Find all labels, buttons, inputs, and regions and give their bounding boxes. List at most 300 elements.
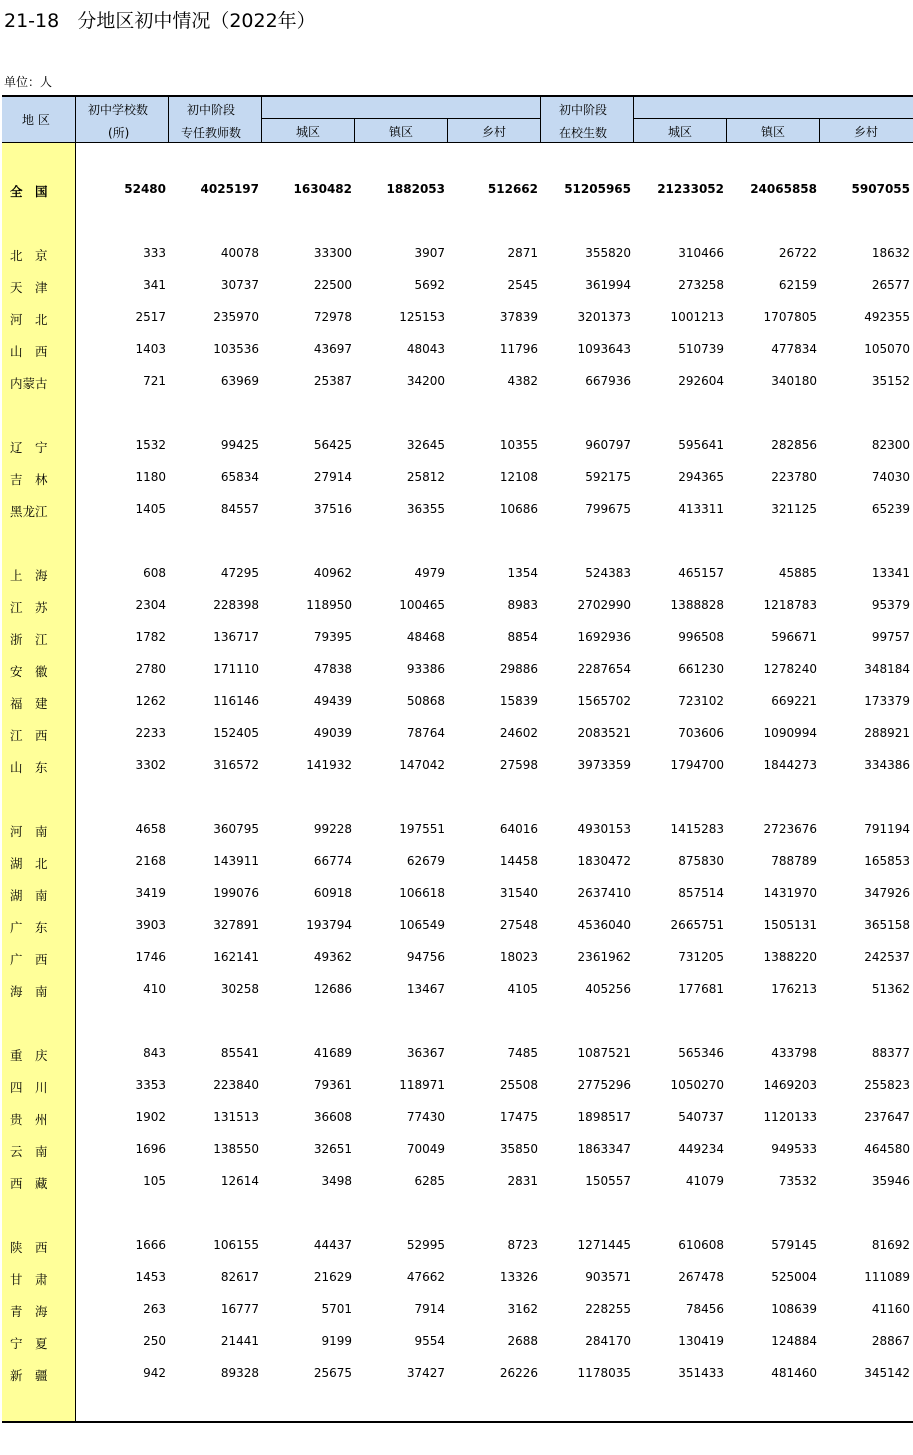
table-cell: 35946 bbox=[871, 1174, 910, 1188]
table-cell: 1782 bbox=[135, 630, 166, 644]
table-cell: 3162 bbox=[507, 1302, 538, 1316]
table-cell: 28867 bbox=[871, 1334, 910, 1348]
table-cell: 21629 bbox=[313, 1270, 352, 1284]
table-cell: 1532 bbox=[135, 438, 166, 452]
table-cell: 108639 bbox=[771, 1302, 817, 1316]
header-teachers-rural-cell bbox=[448, 119, 541, 142]
table-cell: 4105 bbox=[507, 982, 538, 996]
table-cell: 33300 bbox=[313, 246, 352, 260]
table-cell: 2780 bbox=[135, 662, 166, 676]
region-label: 湖 南 bbox=[10, 888, 48, 903]
table-cell: 35152 bbox=[871, 374, 910, 388]
table-cell: 1707805 bbox=[763, 310, 817, 324]
table-cell: 11796 bbox=[499, 342, 538, 356]
table-cell: 13341 bbox=[871, 566, 910, 580]
table-cell: 228398 bbox=[213, 598, 259, 612]
table-cell: 12614 bbox=[220, 1174, 259, 1188]
header-teachers-town-cell bbox=[355, 119, 448, 142]
header-teachers-rural: 乡村 bbox=[482, 125, 507, 139]
table-cell: 579145 bbox=[771, 1238, 817, 1252]
table-cell: 49439 bbox=[313, 694, 352, 708]
table-cell: 273258 bbox=[678, 278, 724, 292]
region-label: 贵 州 bbox=[10, 1112, 48, 1127]
table-cell: 193794 bbox=[306, 918, 352, 932]
table-cell: 310466 bbox=[678, 246, 724, 260]
header-students-span bbox=[634, 97, 913, 119]
table-cell: 147042 bbox=[399, 758, 445, 772]
table-cell: 1271445 bbox=[577, 1238, 631, 1252]
table-cell: 26577 bbox=[871, 278, 910, 292]
region-label: 四 川 bbox=[10, 1080, 48, 1095]
table-cell: 2688 bbox=[507, 1334, 538, 1348]
table-cell: 52995 bbox=[406, 1238, 445, 1252]
region-label: 浙 江 bbox=[10, 632, 48, 647]
table-cell: 608 bbox=[143, 566, 166, 580]
table-cell: 37839 bbox=[499, 310, 538, 324]
table-cell: 89328 bbox=[220, 1366, 259, 1380]
region-label: 甘 肃 bbox=[10, 1272, 48, 1287]
table-cell: 62679 bbox=[406, 854, 445, 868]
table-cell: 62159 bbox=[778, 278, 817, 292]
table-cell: 106618 bbox=[399, 886, 445, 900]
region-label: 山 东 bbox=[10, 760, 48, 775]
table-cell: 16777 bbox=[220, 1302, 259, 1316]
region-label: 吉 林 bbox=[10, 472, 48, 487]
table-cell: 116146 bbox=[213, 694, 259, 708]
table-cell: 410 bbox=[143, 982, 166, 996]
header-teachers-town: 镇区 bbox=[389, 125, 414, 139]
region-label: 全 国 bbox=[10, 184, 48, 199]
table-cell: 26722 bbox=[778, 246, 817, 260]
table-cell: 1354 bbox=[507, 566, 538, 580]
table-cell: 25812 bbox=[406, 470, 445, 484]
table-cell: 2637410 bbox=[577, 886, 631, 900]
table-cell: 2871 bbox=[507, 246, 538, 260]
table-cell: 669221 bbox=[771, 694, 817, 708]
region-label: 天 津 bbox=[10, 280, 48, 295]
region-label: 海 南 bbox=[10, 984, 48, 999]
table-cell: 661230 bbox=[678, 662, 724, 676]
table-cell: 173379 bbox=[864, 694, 910, 708]
table-cell: 118950 bbox=[306, 598, 352, 612]
table-cell: 131513 bbox=[213, 1110, 259, 1124]
table-cell: 288921 bbox=[864, 726, 910, 740]
header-students-town: 镇区 bbox=[761, 125, 786, 139]
table-cell: 44437 bbox=[313, 1238, 352, 1252]
table-cell: 21441 bbox=[220, 1334, 259, 1348]
table-cell: 465157 bbox=[678, 566, 724, 580]
table-cell: 294365 bbox=[678, 470, 724, 484]
table-cell: 40078 bbox=[220, 246, 259, 260]
region-label: 湖 北 bbox=[10, 856, 48, 871]
header-teachers-line1: 初中阶段 bbox=[187, 103, 236, 117]
header-students-line2: 在校生数 bbox=[559, 126, 608, 140]
table-cell: 1278240 bbox=[763, 662, 817, 676]
table-cell: 12108 bbox=[499, 470, 538, 484]
table-cell: 171110 bbox=[213, 662, 259, 676]
table-cell: 197551 bbox=[399, 822, 445, 836]
table-cell: 50868 bbox=[406, 694, 445, 708]
table-cell: 360795 bbox=[213, 822, 259, 836]
table-cell: 74030 bbox=[871, 470, 910, 484]
table-cell: 52480 bbox=[124, 182, 166, 196]
table-cell: 9554 bbox=[414, 1334, 445, 1348]
table-bottom-rule bbox=[2, 1421, 913, 1423]
table-cell: 36367 bbox=[406, 1046, 445, 1060]
table-cell: 125153 bbox=[399, 310, 445, 324]
table-cell: 65239 bbox=[871, 502, 910, 516]
table-cell: 250 bbox=[143, 1334, 166, 1348]
table-cell: 141932 bbox=[306, 758, 352, 772]
header-students-urban: 城区 bbox=[668, 125, 693, 139]
table-cell: 5701 bbox=[321, 1302, 352, 1316]
table-cell: 1505131 bbox=[763, 918, 817, 932]
region-label: 河 北 bbox=[10, 312, 48, 327]
header-teachers-span bbox=[262, 97, 541, 119]
table-cell: 565346 bbox=[678, 1046, 724, 1060]
table-cell: 99228 bbox=[313, 822, 352, 836]
table-cell: 84557 bbox=[220, 502, 259, 516]
table-cell: 60918 bbox=[313, 886, 352, 900]
table-cell: 4930153 bbox=[577, 822, 631, 836]
table-cell: 49039 bbox=[313, 726, 352, 740]
table-cell: 8854 bbox=[507, 630, 538, 644]
table-cell: 1844273 bbox=[763, 758, 817, 772]
region-label: 安 徽 bbox=[10, 664, 48, 679]
table-cell: 235970 bbox=[213, 310, 259, 324]
table-cell: 345142 bbox=[864, 1366, 910, 1380]
table-cell: 24602 bbox=[499, 726, 538, 740]
table-cell: 327891 bbox=[213, 918, 259, 932]
table-cell: 35850 bbox=[499, 1142, 538, 1156]
table-cell: 93386 bbox=[406, 662, 445, 676]
table-cell: 25508 bbox=[499, 1078, 538, 1092]
table-cell: 51362 bbox=[871, 982, 910, 996]
table-cell: 1415283 bbox=[670, 822, 724, 836]
region-label: 广 东 bbox=[10, 920, 48, 935]
table-cell: 7485 bbox=[507, 1046, 538, 1060]
table-cell: 540737 bbox=[678, 1110, 724, 1124]
table-cell: 27548 bbox=[499, 918, 538, 932]
table-cell: 177681 bbox=[678, 982, 724, 996]
table-cell: 143911 bbox=[213, 854, 259, 868]
table-cell: 4025197 bbox=[200, 182, 259, 196]
table-cell: 10686 bbox=[499, 502, 538, 516]
table-cell: 2304 bbox=[135, 598, 166, 612]
table-cell: 7914 bbox=[414, 1302, 445, 1316]
table-cell: 162141 bbox=[213, 950, 259, 964]
table-cell: 36355 bbox=[406, 502, 445, 516]
table-cell: 106549 bbox=[399, 918, 445, 932]
table-cell: 66774 bbox=[313, 854, 352, 868]
region-label: 青 海 bbox=[10, 1304, 48, 1319]
region-label: 河 南 bbox=[10, 824, 48, 839]
table-cell: 78456 bbox=[685, 1302, 724, 1316]
table-cell: 99757 bbox=[871, 630, 910, 644]
table-cell: 721 bbox=[143, 374, 166, 388]
table-cell: 284170 bbox=[585, 1334, 631, 1348]
table-cell: 17475 bbox=[499, 1110, 538, 1124]
header-schools-line2: (所) bbox=[108, 126, 130, 140]
table-cell: 1050270 bbox=[670, 1078, 724, 1092]
table-cell: 8723 bbox=[507, 1238, 538, 1252]
table-cell: 731205 bbox=[678, 950, 724, 964]
header-teachers-cell bbox=[169, 97, 262, 142]
table-cell: 1469203 bbox=[763, 1078, 817, 1092]
table-cell: 36608 bbox=[313, 1110, 352, 1124]
table-header-rule bbox=[2, 142, 913, 143]
table-cell: 4658 bbox=[135, 822, 166, 836]
table-cell: 100465 bbox=[399, 598, 445, 612]
table-cell: 1087521 bbox=[577, 1046, 631, 1060]
table-cell: 82300 bbox=[871, 438, 910, 452]
table-cell: 3973359 bbox=[577, 758, 631, 772]
table-cell: 464580 bbox=[864, 1142, 910, 1156]
table-cell: 30258 bbox=[220, 982, 259, 996]
table-cell: 27598 bbox=[499, 758, 538, 772]
table-cell: 48043 bbox=[406, 342, 445, 356]
table-cell: 2775296 bbox=[577, 1078, 631, 1092]
table-cell: 1120133 bbox=[763, 1110, 817, 1124]
table-cell: 255823 bbox=[864, 1078, 910, 1092]
table-cell: 70049 bbox=[406, 1142, 445, 1156]
table-cell: 152405 bbox=[213, 726, 259, 740]
table-cell: 316572 bbox=[213, 758, 259, 772]
table-cell: 267478 bbox=[678, 1270, 724, 1284]
table-cell: 237647 bbox=[864, 1110, 910, 1124]
table-cell: 1403 bbox=[135, 342, 166, 356]
table-cell: 1388828 bbox=[670, 598, 724, 612]
table-cell: 857514 bbox=[678, 886, 724, 900]
table-cell: 47295 bbox=[220, 566, 259, 580]
table-cell: 26226 bbox=[499, 1366, 538, 1380]
table-cell: 949533 bbox=[771, 1142, 817, 1156]
table-cell: 77430 bbox=[406, 1110, 445, 1124]
table-cell: 49362 bbox=[313, 950, 352, 964]
region-label: 新 疆 bbox=[10, 1368, 48, 1383]
table-cell: 34200 bbox=[406, 374, 445, 388]
table-cell: 40962 bbox=[313, 566, 352, 580]
table-cell: 18632 bbox=[871, 246, 910, 260]
table-cell: 56425 bbox=[313, 438, 352, 452]
table-cell: 8983 bbox=[507, 598, 538, 612]
region-label: 江 苏 bbox=[10, 600, 48, 615]
table-cell: 1882053 bbox=[386, 182, 445, 196]
table-cell: 24065858 bbox=[750, 182, 817, 196]
table-cell: 13467 bbox=[406, 982, 445, 996]
table-cell: 321125 bbox=[771, 502, 817, 516]
header-schools-line1: 初中学校数 bbox=[88, 103, 149, 117]
table-cell: 138550 bbox=[213, 1142, 259, 1156]
table-cell: 875830 bbox=[678, 854, 724, 868]
table-cell: 2233 bbox=[135, 726, 166, 740]
table-cell: 136717 bbox=[213, 630, 259, 644]
region-label: 广 西 bbox=[10, 952, 48, 967]
region-label: 江 西 bbox=[10, 728, 48, 743]
region-label: 山 西 bbox=[10, 344, 48, 359]
table-cell: 433798 bbox=[771, 1046, 817, 1060]
region-column-divider bbox=[75, 97, 76, 1422]
table-cell: 242537 bbox=[864, 950, 910, 964]
header-students-town-cell bbox=[727, 119, 820, 142]
table-cell: 3907 bbox=[414, 246, 445, 260]
table-cell: 524383 bbox=[585, 566, 631, 580]
table-cell: 405256 bbox=[585, 982, 631, 996]
table-cell: 73532 bbox=[778, 1174, 817, 1188]
table-cell: 2723676 bbox=[763, 822, 817, 836]
table-cell: 1178035 bbox=[577, 1366, 631, 1380]
header-students-rural-cell bbox=[820, 119, 913, 142]
table-cell: 5907055 bbox=[851, 182, 910, 196]
table-cell: 65834 bbox=[220, 470, 259, 484]
table-cell: 1898517 bbox=[577, 1110, 631, 1124]
table-cell: 41689 bbox=[313, 1046, 352, 1060]
table-cell: 341 bbox=[143, 278, 166, 292]
table-cell: 150557 bbox=[585, 1174, 631, 1188]
table-cell: 595641 bbox=[678, 438, 724, 452]
table-cell: 960797 bbox=[585, 438, 631, 452]
table-cell: 94756 bbox=[406, 950, 445, 964]
table-cell: 3498 bbox=[321, 1174, 352, 1188]
region-label: 福 建 bbox=[10, 696, 48, 711]
table-cell: 791194 bbox=[864, 822, 910, 836]
table-cell: 449234 bbox=[678, 1142, 724, 1156]
table-cell: 1388220 bbox=[763, 950, 817, 964]
table-cell: 510739 bbox=[678, 342, 724, 356]
table-cell: 78764 bbox=[406, 726, 445, 740]
region-label: 内蒙古 bbox=[10, 376, 48, 391]
table-cell: 2361962 bbox=[577, 950, 631, 964]
table-cell: 111089 bbox=[864, 1270, 910, 1284]
table-cell: 63969 bbox=[220, 374, 259, 388]
table-cell: 1405 bbox=[135, 502, 166, 516]
table-cell: 4382 bbox=[507, 374, 538, 388]
table-cell: 4979 bbox=[414, 566, 445, 580]
table-cell: 25675 bbox=[313, 1366, 352, 1380]
table-cell: 41160 bbox=[871, 1302, 910, 1316]
table-cell: 1090994 bbox=[763, 726, 817, 740]
table-cell: 79395 bbox=[313, 630, 352, 644]
table-cell: 2831 bbox=[507, 1174, 538, 1188]
unit-label: 单位：人 bbox=[4, 75, 53, 89]
table-cell: 3419 bbox=[135, 886, 166, 900]
table-cell: 723102 bbox=[678, 694, 724, 708]
table-cell: 365158 bbox=[864, 918, 910, 932]
region-label: 云 南 bbox=[10, 1144, 48, 1159]
table-cell: 31540 bbox=[499, 886, 538, 900]
table-cell: 32645 bbox=[406, 438, 445, 452]
table-cell: 2287654 bbox=[577, 662, 631, 676]
table-cell: 492355 bbox=[864, 310, 910, 324]
region-label: 西 藏 bbox=[10, 1176, 48, 1191]
table-cell: 82617 bbox=[220, 1270, 259, 1284]
table-cell: 2517 bbox=[135, 310, 166, 324]
table-cell: 355820 bbox=[585, 246, 631, 260]
region-label: 陕 西 bbox=[10, 1240, 48, 1255]
table-cell: 340180 bbox=[771, 374, 817, 388]
header-schools-cell bbox=[76, 97, 169, 142]
table-cell: 413311 bbox=[678, 502, 724, 516]
table-cell: 799675 bbox=[585, 502, 631, 516]
region-label: 北 京 bbox=[10, 248, 48, 263]
table-cell: 3302 bbox=[135, 758, 166, 772]
region-label: 辽 宁 bbox=[10, 440, 48, 455]
table-cell: 333 bbox=[143, 246, 166, 260]
table-cell: 43697 bbox=[313, 342, 352, 356]
table-cell: 843 bbox=[143, 1046, 166, 1060]
region-column-background bbox=[2, 142, 75, 1422]
table-cell: 1262 bbox=[135, 694, 166, 708]
table-cell: 14458 bbox=[499, 854, 538, 868]
table-cell: 88377 bbox=[871, 1046, 910, 1060]
table-cell: 996508 bbox=[678, 630, 724, 644]
table-cell: 1746 bbox=[135, 950, 166, 964]
table-cell: 223780 bbox=[771, 470, 817, 484]
table-cell: 4536040 bbox=[577, 918, 631, 932]
table-cell: 1565702 bbox=[577, 694, 631, 708]
table-cell: 596671 bbox=[771, 630, 817, 644]
table-cell: 13326 bbox=[499, 1270, 538, 1284]
table-cell: 348184 bbox=[864, 662, 910, 676]
table-cell: 1218783 bbox=[763, 598, 817, 612]
table-cell: 95379 bbox=[871, 598, 910, 612]
table-cell: 15839 bbox=[499, 694, 538, 708]
table-cell: 1180 bbox=[135, 470, 166, 484]
table-cell: 361994 bbox=[585, 278, 631, 292]
table-cell: 1902 bbox=[135, 1110, 166, 1124]
table-cell: 1692936 bbox=[577, 630, 631, 644]
table-cell: 2083521 bbox=[577, 726, 631, 740]
table-cell: 610608 bbox=[678, 1238, 724, 1252]
table-cell: 1431970 bbox=[763, 886, 817, 900]
table-cell: 37427 bbox=[406, 1366, 445, 1380]
table-cell: 512662 bbox=[487, 182, 538, 196]
table-cell: 1001213 bbox=[670, 310, 724, 324]
table-cell: 2168 bbox=[135, 854, 166, 868]
table-cell: 1666 bbox=[135, 1238, 166, 1252]
header-teachers-urban: 城区 bbox=[296, 125, 321, 139]
header-region-cell bbox=[2, 97, 76, 142]
table-cell: 223840 bbox=[213, 1078, 259, 1092]
table-cell: 105070 bbox=[864, 342, 910, 356]
table-cell: 3353 bbox=[135, 1078, 166, 1092]
table-cell: 2665751 bbox=[670, 918, 724, 932]
table-cell: 99425 bbox=[220, 438, 259, 452]
region-label: 重 庆 bbox=[10, 1048, 48, 1063]
table-cell: 130419 bbox=[678, 1334, 724, 1348]
table-cell: 1830472 bbox=[577, 854, 631, 868]
table-cell: 525004 bbox=[771, 1270, 817, 1284]
table-cell: 10355 bbox=[499, 438, 538, 452]
table-cell: 85541 bbox=[220, 1046, 259, 1060]
header-students-line1: 初中阶段 bbox=[559, 103, 608, 117]
region-label: 宁 夏 bbox=[10, 1336, 48, 1351]
region-label: 黑龙江 bbox=[10, 504, 48, 519]
header-teachers-urban-cell bbox=[262, 119, 355, 142]
table-cell: 2702990 bbox=[577, 598, 631, 612]
table-cell: 481460 bbox=[771, 1366, 817, 1380]
table-cell: 347926 bbox=[864, 886, 910, 900]
table-cell: 47662 bbox=[406, 1270, 445, 1284]
table-cell: 48468 bbox=[406, 630, 445, 644]
table-cell: 41079 bbox=[685, 1174, 724, 1188]
header-region: 地 区 bbox=[22, 113, 50, 127]
table-cell: 79361 bbox=[313, 1078, 352, 1092]
table-cell: 1696 bbox=[135, 1142, 166, 1156]
table-cell: 106155 bbox=[213, 1238, 259, 1252]
table-cell: 351433 bbox=[678, 1366, 724, 1380]
table-cell: 22500 bbox=[313, 278, 352, 292]
